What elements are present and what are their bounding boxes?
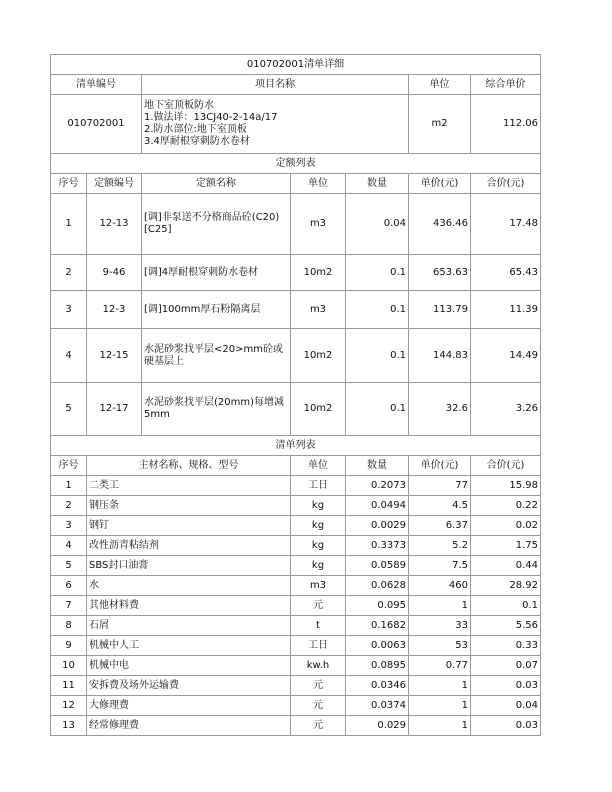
material-row-no: 2	[51, 496, 87, 516]
material-row-name: 钢压条	[87, 496, 291, 516]
material-row-name: 二类工	[87, 476, 291, 496]
material-row-price: 1	[409, 696, 471, 716]
material-row-name: SBS封口油膏	[87, 556, 291, 576]
material-header-qty: 数量	[346, 456, 409, 476]
material-row-no: 3	[51, 516, 87, 536]
bill-header-name: 项目名称	[142, 75, 409, 95]
quota-row-total: 14.49	[471, 329, 541, 383]
bill-description-line: 2.防水部位:地下室顶板	[144, 124, 247, 135]
quota-row-total: 11.39	[471, 291, 541, 329]
bill-detail-table	[50, 54, 541, 736]
bill-header-price: 综合单价	[471, 75, 541, 95]
quota-header-no: 序号	[51, 174, 87, 194]
material-row	[51, 536, 541, 556]
quota-row-name: 水泥砂浆找平层(20mm)每增减5mm	[142, 383, 291, 436]
quota-row-unit: 10m2	[291, 329, 346, 383]
quota-header-unit: 单位	[291, 174, 346, 194]
material-row-total: 5.56	[471, 616, 541, 636]
material-header-unit: 单位	[291, 456, 346, 476]
quota-row-qty: 0.04	[346, 194, 409, 255]
quota-row-code: 9-46	[87, 255, 142, 291]
material-row-total: 15.98	[471, 476, 541, 496]
quota-row	[51, 194, 541, 255]
material-row-no: 5	[51, 556, 87, 576]
material-row-unit: 元	[291, 716, 346, 736]
material-row	[51, 516, 541, 536]
material-row-qty: 0.0895	[346, 656, 409, 676]
material-row-qty: 0.029	[346, 716, 409, 736]
quota-row-total: 17.48	[471, 194, 541, 255]
quota-row-code: 12-13	[87, 194, 142, 255]
quota-row-no: 2	[51, 255, 87, 291]
material-row-total: 0.33	[471, 636, 541, 656]
material-row-total: 0.07	[471, 656, 541, 676]
bill-code: 010702001	[51, 95, 142, 154]
quota-row-price: 653.63	[409, 255, 471, 291]
material-row-name: 安拆费及场外运输费	[87, 676, 291, 696]
bill-header-row	[51, 75, 541, 95]
material-row-name: 改性沥青粘结剂	[87, 536, 291, 556]
material-row-price: 77	[409, 476, 471, 496]
quota-row-name: [调]4厚耐根穿刺防水卷材	[142, 255, 291, 291]
bill-header-unit: 单位	[409, 75, 471, 95]
material-row	[51, 656, 541, 676]
quota-row-qty: 0.1	[346, 383, 409, 436]
material-row-unit: 工日	[291, 476, 346, 496]
material-row-price: 6.37	[409, 516, 471, 536]
quota-row-qty: 0.1	[346, 291, 409, 329]
quota-row-name: [调]100mm厚石粉隔离层	[142, 291, 291, 329]
material-row-qty: 0.1682	[346, 616, 409, 636]
material-header-total: 合价(元)	[471, 456, 541, 476]
material-section-title: 清单列表	[51, 436, 541, 456]
material-row-qty: 0.0589	[346, 556, 409, 576]
material-row	[51, 636, 541, 656]
material-row-qty: 0.2073	[346, 476, 409, 496]
bill-unit: m2	[409, 95, 471, 154]
material-row-unit: t	[291, 616, 346, 636]
material-row-qty: 0.0063	[346, 636, 409, 656]
material-row-total: 1.75	[471, 536, 541, 556]
quota-row-qty: 0.1	[346, 255, 409, 291]
quota-row-no: 1	[51, 194, 87, 255]
quota-row-code: 12-15	[87, 329, 142, 383]
quota-row-unit: 10m2	[291, 383, 346, 436]
material-row-qty: 0.0494	[346, 496, 409, 516]
quota-row-unit: m3	[291, 194, 346, 255]
quota-header-price: 单价(元)	[409, 174, 471, 194]
material-row-no: 9	[51, 636, 87, 656]
title-row	[51, 55, 541, 75]
material-row	[51, 616, 541, 636]
material-header-price: 单价(元)	[409, 456, 471, 476]
material-row-no: 11	[51, 676, 87, 696]
material-row-qty: 0.095	[346, 596, 409, 616]
bill-description-line: 3.4厚耐根穿刺防水卷材	[144, 136, 250, 147]
quota-header-qty: 数量	[346, 174, 409, 194]
table-title: 010702001清单详细	[51, 55, 541, 75]
bill-header-code: 清单编号	[51, 75, 142, 95]
material-row-qty: 0.0628	[346, 576, 409, 596]
material-row-total: 0.1	[471, 596, 541, 616]
material-row-qty: 0.3373	[346, 536, 409, 556]
material-row	[51, 476, 541, 496]
quota-row-price: 144.83	[409, 329, 471, 383]
quota-row-qty: 0.1	[346, 329, 409, 383]
quota-header-total: 合价(元)	[471, 174, 541, 194]
quota-header-code: 定额编号	[87, 174, 142, 194]
bill-price: 112.06	[471, 95, 541, 154]
material-row-name: 其他材料费	[87, 596, 291, 616]
material-row-qty: 0.0346	[346, 676, 409, 696]
material-row-name: 水	[87, 576, 291, 596]
quota-row-no: 3	[51, 291, 87, 329]
material-row-unit: m3	[291, 576, 346, 596]
material-row-unit: kg	[291, 556, 346, 576]
bill-row	[51, 95, 541, 154]
material-row-price: 1	[409, 716, 471, 736]
material-row-price: 7.5	[409, 556, 471, 576]
quota-header-row	[51, 174, 541, 194]
quota-row-unit: m3	[291, 291, 346, 329]
material-row-name: 钢钉	[87, 516, 291, 536]
quota-row-unit: 10m2	[291, 255, 346, 291]
material-row-price: 0.77	[409, 656, 471, 676]
quota-row-code: 12-3	[87, 291, 142, 329]
material-row-total: 0.22	[471, 496, 541, 516]
material-row-total: 28.92	[471, 576, 541, 596]
material-row-no: 13	[51, 716, 87, 736]
quota-row-total: 3.26	[471, 383, 541, 436]
material-row-unit: kg	[291, 496, 346, 516]
material-row-total: 0.44	[471, 556, 541, 576]
material-row-unit: 工日	[291, 636, 346, 656]
material-row-unit: kg	[291, 536, 346, 556]
material-row-no: 12	[51, 696, 87, 716]
material-row-unit: 元	[291, 596, 346, 616]
material-row-price: 33	[409, 616, 471, 636]
material-row-qty: 0.0029	[346, 516, 409, 536]
bill-description	[142, 95, 409, 154]
material-row	[51, 576, 541, 596]
material-row-name: 石屑	[87, 616, 291, 636]
bill-description-line: 1.做法详：13CJ40-2-14a/17	[144, 112, 278, 123]
quota-row	[51, 329, 541, 383]
material-header-name: 主材名称、规格、型号	[87, 456, 291, 476]
material-row-price: 1	[409, 596, 471, 616]
material-row	[51, 676, 541, 696]
quota-row-name: 水泥砂浆找平层<20>mm砼或硬基层上	[142, 329, 291, 383]
quota-section-row	[51, 154, 541, 174]
material-row	[51, 496, 541, 516]
material-row	[51, 556, 541, 576]
material-row-unit: kg	[291, 516, 346, 536]
material-row-total: 0.03	[471, 716, 541, 736]
quota-row-no: 5	[51, 383, 87, 436]
material-row	[51, 716, 541, 736]
material-header-row	[51, 456, 541, 476]
material-header-no: 序号	[51, 456, 87, 476]
material-row-no: 8	[51, 616, 87, 636]
material-row-name: 机械中人工	[87, 636, 291, 656]
material-row	[51, 596, 541, 616]
material-row-total: 0.04	[471, 696, 541, 716]
material-row-name: 经常修理费	[87, 716, 291, 736]
quota-row-total: 65.43	[471, 255, 541, 291]
material-row-price: 1	[409, 676, 471, 696]
material-row-name: 大修理费	[87, 696, 291, 716]
quota-row	[51, 255, 541, 291]
material-row-no: 7	[51, 596, 87, 616]
material-row-name: 机械中电	[87, 656, 291, 676]
bill-description-line: 地下室顶板防水	[144, 100, 214, 111]
quota-row-price: 32.6	[409, 383, 471, 436]
material-row-unit: 元	[291, 696, 346, 716]
material-row-price: 5.2	[409, 536, 471, 556]
material-row-qty: 0.0374	[346, 696, 409, 716]
material-row-unit: kw.h	[291, 656, 346, 676]
material-section-row	[51, 436, 541, 456]
quota-row-name: [调]非泵送不分格商品砼(C20)[C25]	[142, 194, 291, 255]
material-row-no: 6	[51, 576, 87, 596]
material-row-unit: 元	[291, 676, 346, 696]
material-row-total: 0.03	[471, 676, 541, 696]
quota-row-no: 4	[51, 329, 87, 383]
material-row-price: 53	[409, 636, 471, 656]
quota-row	[51, 383, 541, 436]
material-row-total: 0.02	[471, 516, 541, 536]
material-row-no: 10	[51, 656, 87, 676]
quota-row	[51, 291, 541, 329]
quota-row-price: 113.79	[409, 291, 471, 329]
material-row-no: 4	[51, 536, 87, 556]
material-row-price: 4.5	[409, 496, 471, 516]
material-row	[51, 696, 541, 716]
material-row-price: 460	[409, 576, 471, 596]
material-row-no: 1	[51, 476, 87, 496]
quota-row-price: 436.46	[409, 194, 471, 255]
quota-row-code: 12-17	[87, 383, 142, 436]
quota-header-name: 定额名称	[142, 174, 291, 194]
quota-section-title: 定额列表	[51, 154, 541, 174]
